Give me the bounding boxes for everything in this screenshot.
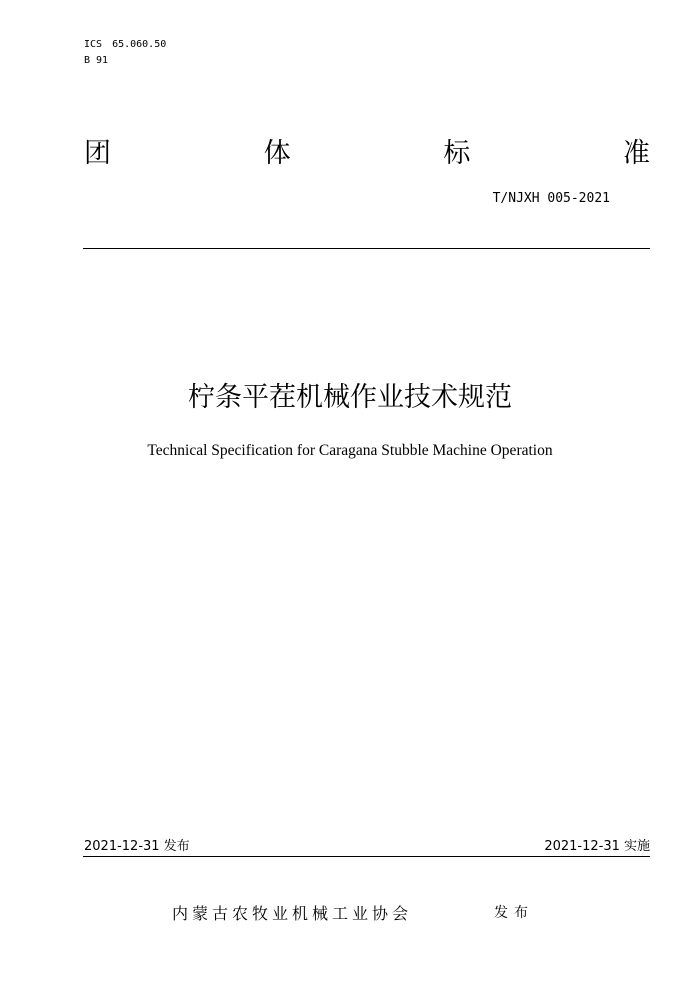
- ics-label: ICS: [84, 39, 103, 50]
- title-chinese: 柠条平茬机械作业技术规范: [188, 382, 512, 413]
- publisher-name: 内蒙古农牧业机械工业协会: [172, 904, 413, 923]
- standard-type-char: 准: [622, 138, 650, 169]
- publish-label: 发布: [494, 905, 534, 921]
- classification-block: [84, 37, 166, 69]
- standard-type-heading: [84, 136, 650, 172]
- standard-code: T/NJXH 005-2021: [492, 191, 610, 206]
- ics-row: [84, 37, 166, 53]
- ccs-code: B 91: [84, 55, 109, 66]
- bottom-divider: [83, 856, 650, 857]
- implementation-date: 2021-12-31 实施: [544, 839, 650, 854]
- standard-type-char: 体: [263, 138, 291, 169]
- issue-date: 2021-12-31 发布: [84, 839, 190, 854]
- title-english: Technical Specification for Caragana Stubble Machine Operation: [147, 442, 553, 459]
- standard-type-char: 团: [84, 138, 111, 169]
- top-divider: [83, 248, 650, 249]
- ccs-row: [84, 53, 166, 69]
- standard-type-char: 标: [443, 138, 471, 169]
- ics-code: 65.060.50: [112, 39, 167, 50]
